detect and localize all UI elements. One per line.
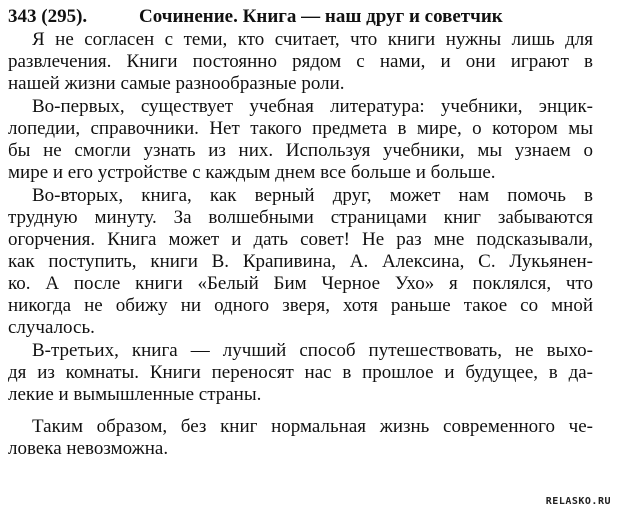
text-line: ко. А после книги «Белый Бим Черное Ухо» я поклялся, что [8, 273, 593, 294]
paragraph-3 [8, 185, 593, 339]
paragraph-4 [8, 340, 593, 406]
text-line: Во-первых, существует учебная литература: учебники, энцик- [32, 96, 593, 117]
text-line: никогда не обижу ни одного зверя, хотя раньше такое со мной [8, 295, 593, 316]
text-line: случалось. [8, 317, 95, 338]
text-line: мире и его устройстве с каждым днем все больше и больше. [8, 162, 496, 183]
text-line: Таким образом, без книг нормальная жизнь современного че- [32, 416, 593, 437]
essay-title: Сочинение. Книга — наш друг и советчик [139, 6, 503, 27]
exercise-number: 343 (295). [8, 6, 88, 27]
text-line: лопедии, справочники. Нет такого предмета в мире, о котором мы [8, 118, 593, 139]
text-line: бы не смогли узнать из них. Используя учебники, мы узнаем о [8, 140, 593, 161]
text-line: лекие и вымышленные страны. [8, 384, 262, 405]
text-line: развлечения. Книги постоянно рядом с нами, и они играют в [8, 51, 593, 72]
exercise-heading [8, 6, 593, 28]
text-line: нашей жизни самые разнообразные роли. [8, 73, 345, 94]
text-line: ловека невозможна. [8, 438, 169, 459]
text-line: как поступить, книги В. Крапивина, А. Алексина, С. Лукьянен- [8, 251, 593, 272]
text-line: Я не согласен с теми, кто считает, что книги нужны лишь для [32, 29, 593, 50]
paragraph-2 [8, 96, 593, 184]
text-line: дя из комнаты. Книги переносят нас в прошлое и будущее, в да- [8, 362, 593, 383]
text-line: огорчения. Книга может и дать совет! Не раз мне подсказывали, [8, 229, 593, 250]
text-line: Во-вторых, книга, как верный друг, может нам помочь в [32, 185, 593, 206]
text-line: трудную минуту. За волшебными страницами книг забываются [8, 207, 593, 228]
paragraph-1 [8, 29, 593, 95]
text-line: В-третьих, книга — лучший способ путешествовать, не выхо- [32, 340, 593, 361]
site-watermark: RELASKO.RU [545, 496, 611, 507]
paragraph-5 [8, 416, 593, 460]
